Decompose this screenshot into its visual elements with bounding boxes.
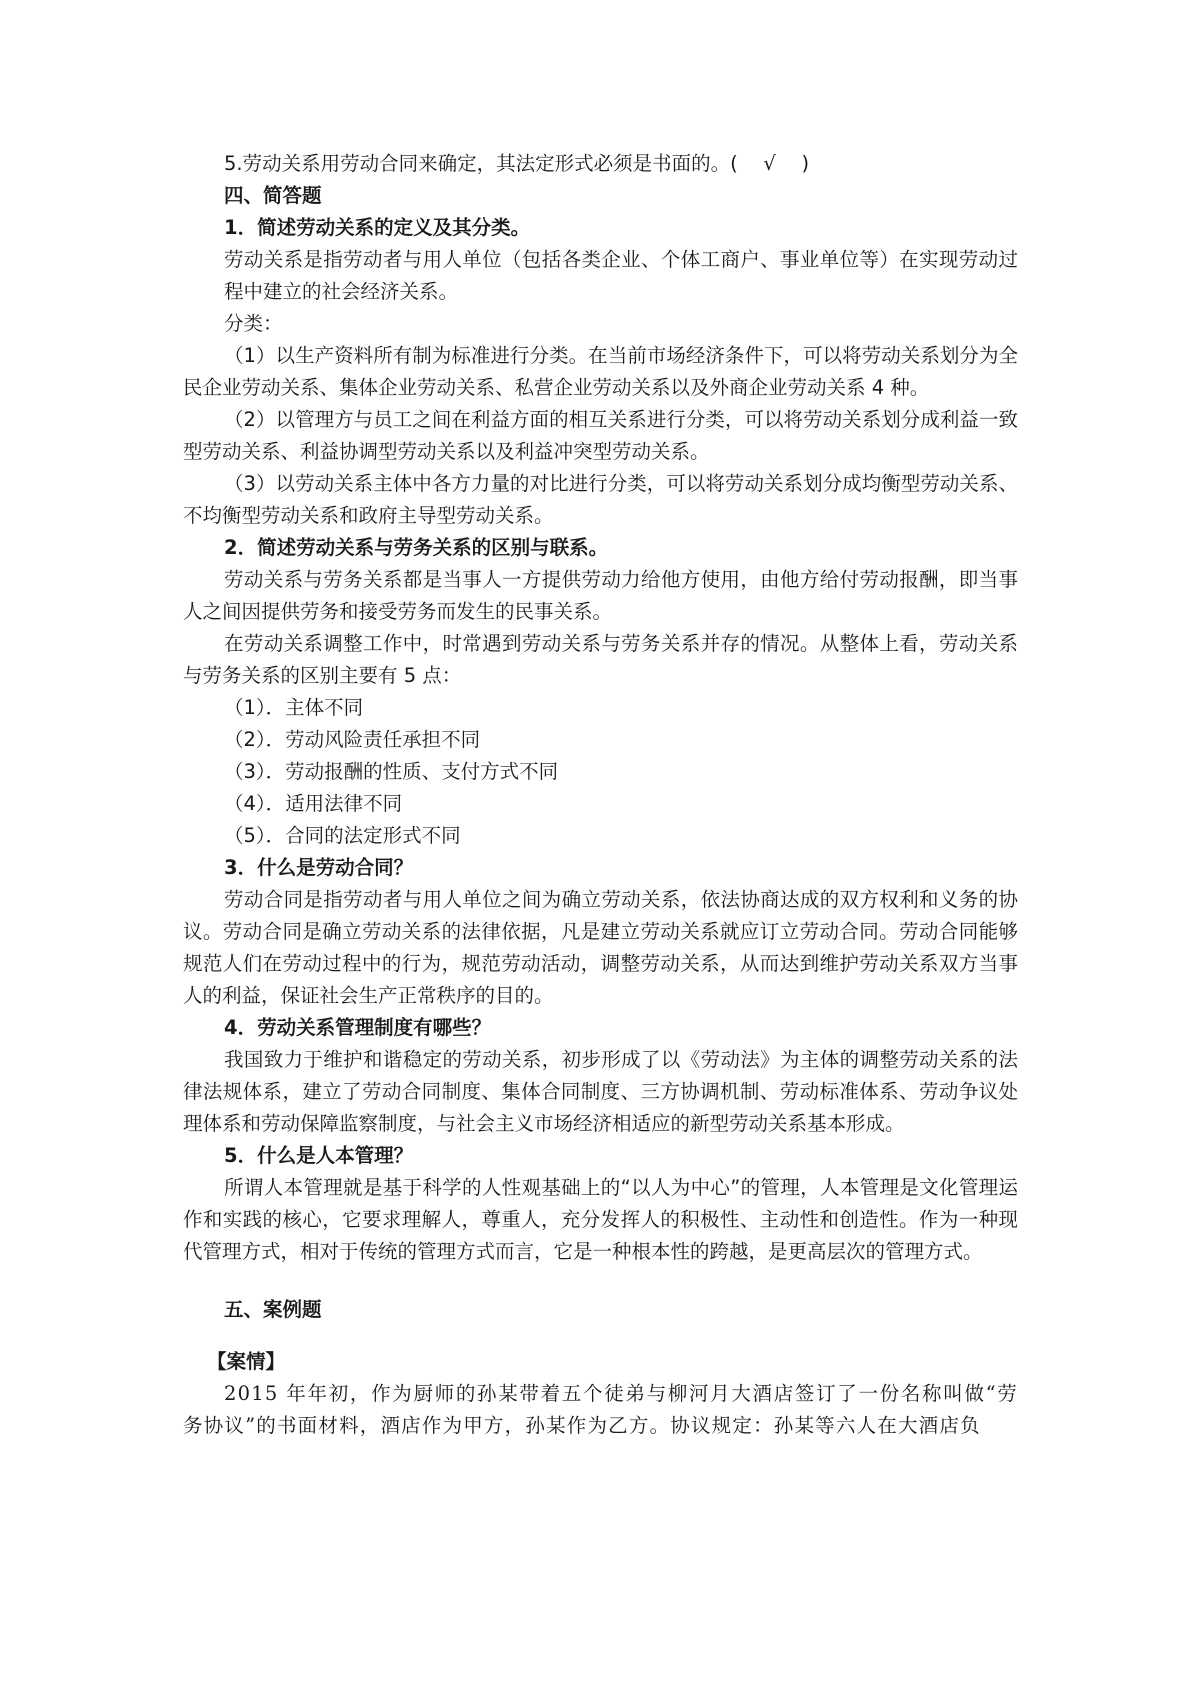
question-2-item-2: （2）．劳动风险责任承担不同 — [224, 728, 481, 751]
question-4-title: 4．劳动关系管理制度有哪些？ — [224, 1016, 492, 1039]
question-4-answer: 我国致力于维护和谐稳定的劳动关系，初步形成了以《劳动法》为主体的调整劳动关系的法律法规体系，建立了劳动合同制度、集体合同制度、三方协调机制、劳动标准体系、劳动争议处理体系和劳动保障监察制度，与社会主义市场经济相适应的新型劳动关系基本形成。 — [183, 1048, 1018, 1135]
question-1-title: 1．简述劳动关系的定义及其分类。 — [224, 216, 531, 239]
question-3-answer: 劳动合同是指劳动者与用人单位之间为确立劳动关系，依法协商达成的双方权利和义务的协议。劳动合同是确立劳动关系的法律依据，凡是建立劳动关系就应订立劳动合同。劳动合同能够规范人们在劳动过程中的行为，规范劳动活动，调整劳动关系，从而达到维护劳动关系双方当事人的利益，保证社会生产正常秩序的目的。 — [183, 888, 1018, 1007]
question-1-class-3: （3）以劳动关系主体中各方力量的对比进行分类，可以将劳动关系划分成均衡型劳动关系、不均衡型劳动关系和政府主导型劳动关系。 — [183, 472, 1018, 527]
judge-item-5: 5.劳动关系用劳动合同来确定，其法定形式必须是书面的。( √ ) — [224, 152, 810, 175]
case-heading: 【案情】 — [207, 1350, 286, 1373]
document-page — [183, 148, 1018, 1442]
question-2-item-1: （1）．主体不同 — [224, 696, 364, 719]
question-1-classification-label: 分类： — [224, 312, 283, 335]
question-5-answer: 所谓人本管理就是基于科学的人性观基础上的“以人为中心”的管理，人本管理是文化管理运作和实践的核心，它要求理解人，尊重人，充分发挥人的积极性、主动性和创造性。作为一种现代管理方式，相对于传统的管理方式而言，它是一种根本性的跨越，是更高层次的管理方式。 — [183, 1176, 1018, 1263]
question-5-title: 5．什么是人本管理？ — [224, 1144, 414, 1167]
case-paragraph: 2015 年年初，作为厨师的孙某带着五个徒弟与柳河月大酒店签订了一份名称叫做“劳务协议”的书面材料，酒店作为甲方，孙某作为乙方。协议规定：孙某等六人在大酒店负 — [183, 1382, 1018, 1437]
section-title-short-answer: 四、简答题 — [224, 184, 322, 207]
question-2-paragraph-2: 在劳动关系调整工作中，时常遇到劳动关系与劳务关系并存的情况。从整体上看，劳动关系与劳务关系的区别主要有 5 点： — [183, 632, 1018, 687]
section-title-case-study: 五、案例题 — [224, 1298, 322, 1321]
question-2-item-4: （4）．适用法律不同 — [224, 792, 403, 815]
question-1-definition: 劳动关系是指劳动者与用人单位（包括各类企业、个体工商户、事业单位等）在实现劳动过程中建立的社会经济关系。 — [224, 248, 1018, 303]
question-2-paragraph-1: 劳动关系与劳务关系都是当事人一方提供劳动力给他方使用，由他方给付劳动报酬，即当事人之间因提供劳务和接受劳务而发生的民事关系。 — [183, 568, 1018, 623]
question-2-title: 2．简述劳动关系与劳务关系的区别与联系。 — [224, 536, 609, 559]
question-2-item-5: （5）．合同的法定形式不同 — [224, 824, 461, 847]
question-1-class-2: （2）以管理方与员工之间在利益方面的相互关系进行分类，可以将劳动关系划分成利益一致型劳动关系、利益协调型劳动关系以及利益冲突型劳动关系。 — [183, 408, 1018, 463]
question-1-class-1: （1）以生产资料所有制为标准进行分类。在当前市场经济条件下，可以将劳动关系划分为全民企业劳动关系、集体企业劳动关系、私营企业劳动关系以及外商企业劳动关系 4 种。 — [183, 344, 1018, 399]
question-2-item-3: （3）．劳动报酬的性质、支付方式不同 — [224, 760, 559, 783]
question-3-title: 3．什么是劳动合同？ — [224, 856, 414, 879]
